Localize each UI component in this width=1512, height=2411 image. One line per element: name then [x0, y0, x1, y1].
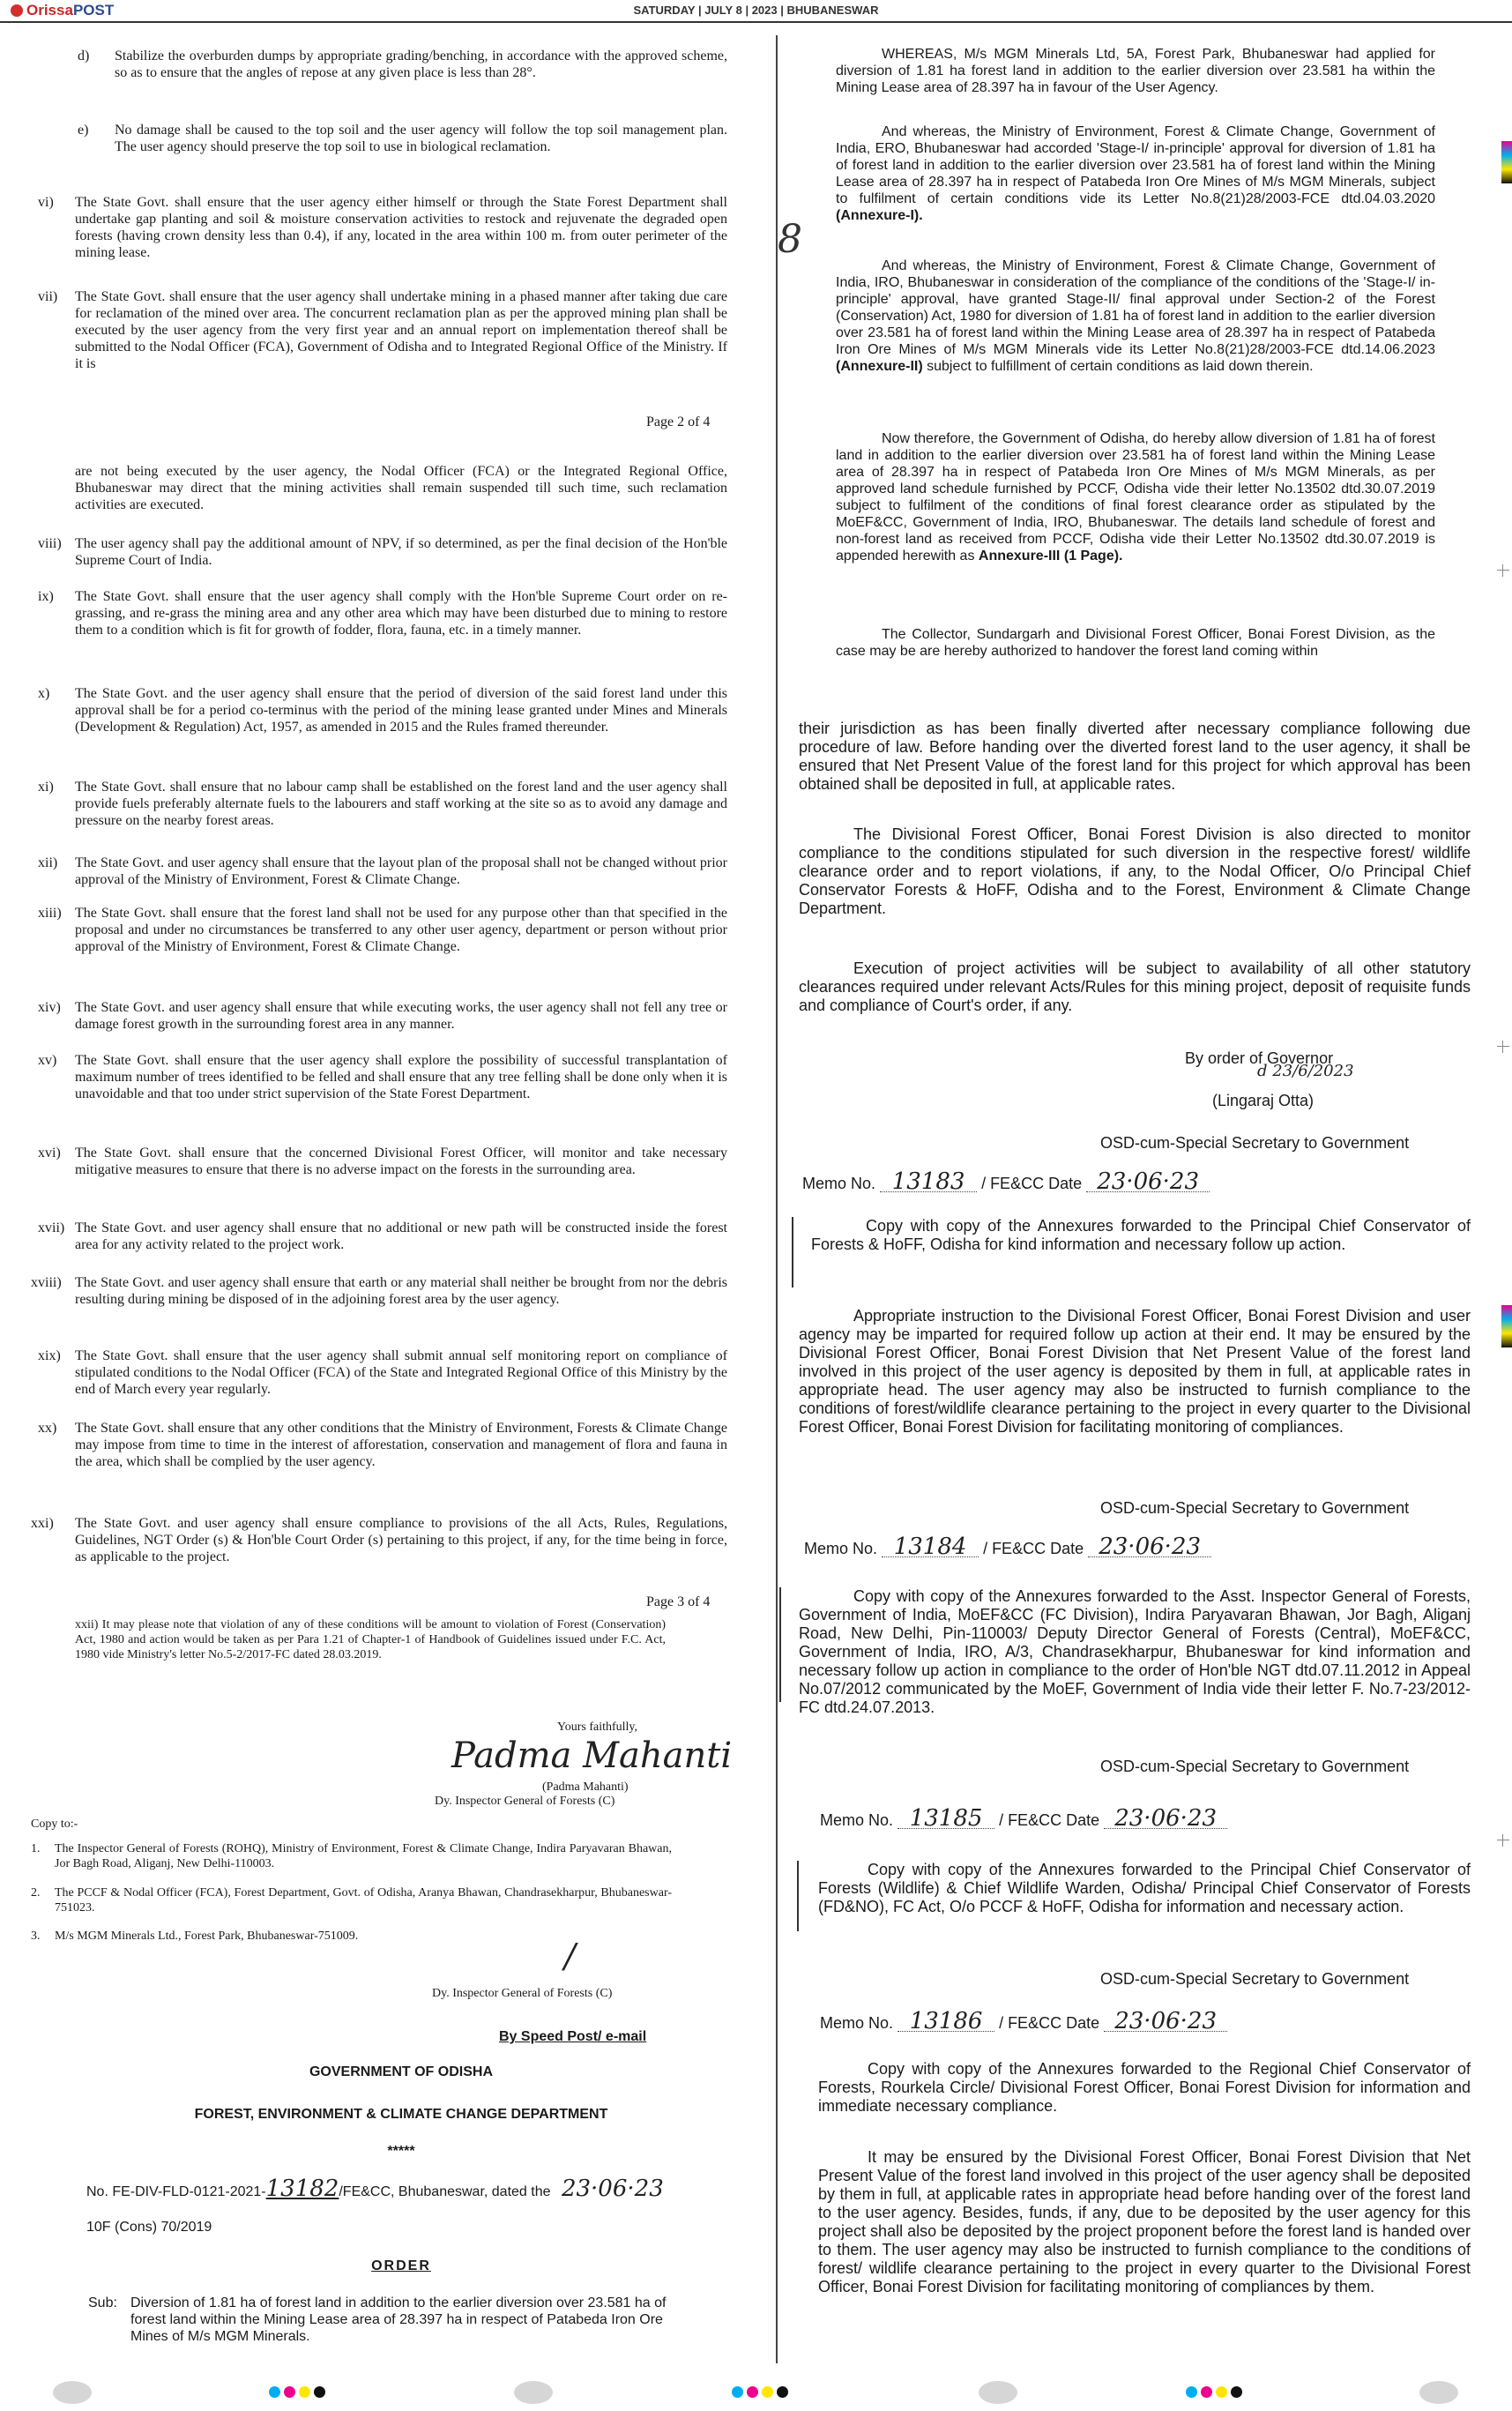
- clause-text: Stabilize the overburden dumps by appropriate grading/benching, in accordance with the approved scheme, so as to ensure that the angles of repose at any given place is less than 28°.: [115, 49, 727, 80]
- memo-date-handwritten: 23·06·23: [1104, 2012, 1227, 2032]
- clause-label: xv): [38, 1053, 57, 1068]
- clause-vii-continued: are not being executed by the user agency, the Nodal Officer (FCA) or the Integrated Regional Office, Bhubaneswar may direct that the mining activities shall remain suspended till such time, such reclamation activities are executed.: [75, 464, 727, 512]
- designation: OSD-cum-Special Secretary to Government: [1100, 1134, 1410, 1152]
- copy-to-number: 1.: [31, 1842, 41, 1855]
- clause-label: x): [38, 686, 50, 701]
- clause-label: xii): [38, 855, 58, 870]
- clause-text: The State Govt. shall ensure that the user agency shall undertake mining in a phased manner after taking due care for reclamation of the mined over area. The concurrent reclamation plan as per the approved mining plan shall be executed by the user agency from the very first year and an annual report on implementation thereof shall be submitted to the Nodal Officer (FCA), Government of Odisha and to Integrated Regional Office of the Ministry. If it is: [75, 289, 727, 371]
- clause-xviii: [31, 1274, 727, 1308]
- paragraph-text: And whereas, the Ministry of Environment, Forest & Climate Change, Government of India, IRO, Bhubaneswar in consideration of the compliance of the conditions of the 'Stage-I/ in-principle' approval, have granted Stage-II/ final approval under Section-2 of the Forest (Conservation) Act, 1980 for diversion of 1.81 ha of forest land in addition to the earlier diversion over 23.581 ha of forest land within the Mining Lease area of 28.397 ha in respect of Patabeda Iron Ore Mines of M/s MGM Minerals vide its Letter No.8(21)28/2003-FCE dtd.14.06.2023: [836, 258, 1435, 357]
- header-rule: [0, 21, 1512, 23]
- black-swatch-icon: [777, 2386, 788, 2398]
- black-swatch-icon: [1231, 2386, 1242, 2398]
- margin-mark: [792, 1217, 793, 1288]
- clause-viii: [38, 535, 727, 569]
- designation: OSD-cum-Special Secretary to Government: [1100, 1758, 1410, 1775]
- paragraph-now-therefore: [836, 430, 1435, 564]
- memo-date-label: / FE&CC Date: [999, 1811, 1100, 1829]
- clause-text: The State Govt. and user agency shall ensure compliance to provisions of the all Acts, Rules, Regulations, Guidelines, NGT Order (s) & Hon'ble Court Order (s) pertaining to this project, if any, for the time being in force, as applicable to the project.: [75, 1516, 727, 1564]
- department-heading: FOREST, ENVIRONMENT & CLIMATE CHANGE DEPARTMENT: [194, 2107, 608, 2122]
- brand-logo: OrissaPOST: [26, 2, 115, 19]
- memo-date-label: / FE&CC Date: [983, 1540, 1084, 1557]
- memo-date-handwritten: 23·06·23: [1104, 1810, 1227, 1829]
- clause-text: The State Govt. shall ensure that any other conditions that the Ministry of Environment, Forests & Climate Change may impose from time to time in the interest of afforestation, conservation and management of flora and fauna in the area, which shall be complied by the user agency.: [75, 1421, 727, 1469]
- order-number-handwritten: 13182: [265, 2176, 339, 2202]
- margin-mark: [779, 1587, 781, 1702]
- memo-13186-instruction: It may be ensured by the Divisional Forest Officer, Bonai Forest Division that Net Present Value of the forest land involved in this project of the user agency shall be deposited by them in full, at applicable rates in appropriate head before handing over of the forest land to the user agency. Besides, funds, if any, due to be deposited by the user agency for this project shall also be deposited by the project proponent before the forest land is handed over to them. The user agency may also be instructed to furnish compliance to the conditions of forest/ wildlife clearance pertaining to the project in every quarter to the Divisional Forest Officer, Bonai Forest Division for facilitating monitoring of compliances by them.: [818, 2148, 1471, 2295]
- order-date-handwritten: 23·06·23: [561, 2176, 664, 2202]
- memo-line-13183: [802, 1168, 1210, 1195]
- page-number: Page 2 of 4: [646, 414, 711, 429]
- copy-to-heading: Copy to:-: [31, 1818, 78, 1831]
- clause-text: The user agency shall pay the additional amount of NPV, if so determined, as per the final decision of the Hon'ble Supreme Court of India.: [75, 536, 727, 568]
- registration-dot-icon: [1419, 2381, 1458, 2404]
- paragraph-dfo-monitor: The Divisional Forest Officer, Bonai Forest Division is also directed to monitor compliance to the conditions stipulated for such diversion in the respective forest/ wildlife clearance order and to report violations, if any, to the Nodal Officer, O/o Principal Chief Conservator Forests & HoFF, Odisha and to the Forest, Environment & Climate Change Department.: [799, 825, 1471, 917]
- clause-label: xix): [38, 1348, 61, 1363]
- memo-date-label: / FE&CC Date: [981, 1175, 1083, 1192]
- clause-xi: [38, 779, 727, 829]
- yellow-swatch-icon: [1216, 2386, 1227, 2398]
- signatory-name: (Padma Mahanti): [542, 1780, 629, 1794]
- clause-text: The State Govt. shall ensure that the user agency either himself or through the State Forest Department shall undertake gap planting and soil & moisture conservation activities to restock and rejuvenate the degraded open forests (having crown density less than 0.4), if any, located in the area within 100 m. from outer perimeter of the mining lease.: [75, 195, 727, 260]
- clause-text: The State Govt. and user agency shall ensure that no additional or new path will be constructed inside the forest area for any activity related to the project work.: [75, 1220, 727, 1252]
- memo-label: Memo No.: [820, 1811, 894, 1829]
- clause-text: The State Govt. and user agency shall ensure that earth or any material shall neither be brought from nor the debris resulting during mining be disposed of in the adjoining forest area by the user agency.: [75, 1275, 727, 1307]
- cyan-swatch-icon: [269, 2386, 280, 2398]
- clause-label: xxi): [31, 1516, 54, 1531]
- memo-label: Memo No.: [802, 1175, 876, 1192]
- clause-xv: [38, 1052, 727, 1102]
- yellow-swatch-icon: [299, 2386, 310, 2398]
- magenta-swatch-icon: [747, 2386, 758, 2398]
- clause-text: The State Govt. and user agency shall ensure that while executing works, the user agency shall not fell any tree or damage forest growth in the surrounding forest area in any manner.: [75, 1000, 727, 1032]
- clause-label: xiv): [38, 1000, 61, 1015]
- newspaper-header: [0, 0, 1512, 23]
- clause-xii: [38, 855, 727, 888]
- government-heading: GOVERNMENT OF ODISHA: [309, 2064, 493, 2079]
- signature-padma: Padma Mahanti: [451, 1735, 733, 1776]
- cyan-swatch-icon: [732, 2386, 743, 2398]
- registration-strip-icon: [1501, 141, 1512, 183]
- clause-xxi: [31, 1515, 727, 1565]
- subject-label: Sub:: [88, 2295, 117, 2310]
- clause-xix: [38, 1347, 727, 1398]
- clause-xiii: [38, 905, 727, 955]
- cyan-swatch-icon: [1186, 2386, 1197, 2398]
- clause-vi: [38, 194, 727, 261]
- magenta-swatch-icon: [284, 2386, 295, 2398]
- clause-text: The State Govt. and the user agency shall ensure that the period of diversion of the said forest land under this approval shall be for a period co-terminus with the period of the mining lease granted under Mines and Minerals (Development & Regulation) Act, 1957, as amended in 2015 and the Rules framed thereunder.: [75, 686, 727, 735]
- separator-stars: *****: [387, 2144, 415, 2159]
- annexure-label: Annexure-III (1 Page).: [978, 549, 1123, 564]
- clause-text: The State Govt. shall ensure that no labour camp shall be established on the forest land and the user agency shall provide fuels preferably alternate fuels to the labourers and staff working at the site so as to avoid any damage and pressure on the nearby forest areas.: [75, 780, 727, 828]
- paragraph-collector: The Collector, Sundargarh and Divisional Forest Officer, Bonai Forest Division, as the case may be are hereby authorized to handover the forest land coming within: [836, 627, 1435, 659]
- signatory-title: Dy. Inspector General of Forests (C): [432, 1987, 613, 2000]
- column-divider: [776, 35, 778, 2363]
- subject-block: [88, 2295, 684, 2345]
- clause-label: e): [78, 123, 89, 138]
- order-number-suffix: /FE&CC, Bhubaneswar, dated the: [339, 2184, 551, 2199]
- clause-text: The State Govt. shall ensure that the concerned Divisional Forest Officer, will monitor and take necessary mitigative measures to ensure that there is no adverse impact on the forests in the surrounding area.: [75, 1146, 727, 1177]
- clause-text: The State Govt. shall ensure that the user agency shall submit annual self monitoring report on compliance of stipulated conditions to the Nodal Officer (FCA) of the State and Integrated Regional Office of this Ministry by the end of March every year regularly.: [75, 1348, 727, 1397]
- clause-xiv: [38, 999, 727, 1033]
- crop-mark-icon: [1497, 1834, 1509, 1847]
- memo-number-handwritten: 13183: [880, 1173, 977, 1192]
- clause-text: It may please note that violation of any of these conditions will be amount to violation of Forest (Conservation) Act, 1980 and action would be taken as per Para 1.21 of Chapter-1 of Handbook of Guidelines issued under F.C. Act, 1980 vide Ministry's letter No.5-2/2017-FC dated 28.03.2019.: [75, 1618, 666, 1661]
- page-number: Page 3 of 4: [646, 1594, 711, 1609]
- order-number-line: [86, 2176, 664, 2202]
- annexure-label: (Annexure-II): [836, 359, 923, 374]
- clause-e: [78, 122, 727, 155]
- registration-dot-icon: [979, 2381, 1017, 2404]
- memo-13183-text: Copy with copy of the Annexures forwarded to the Principal Chief Conservator of Forests & HoFF, Odisha for kind information and necessary follow up action.: [811, 1217, 1471, 1253]
- yours-faithfully: Yours faithfully,: [557, 1721, 638, 1734]
- annexure-label: (Annexure-I).: [836, 208, 923, 223]
- signatory-title: Dy. Inspector General of Forests (C): [435, 1795, 615, 1808]
- clause-xvii: [38, 1220, 727, 1253]
- clause-label: xvi): [38, 1146, 61, 1161]
- clause-label: xi): [38, 780, 54, 795]
- memo-13184-text: Copy with copy of the Annexures forwarded to the Asst. Inspector General of Forests, Government of India, MoEF&CC (FC Division), Indira Paryavaran Bhawan, Jor Bagh, Aliganj Road, New Delhi, Pin-110003/ Deputy Director General of Forests (Central), MoEF&CC, Government of India, IRO, A/3, Chandrasekharpur, Bhubaneswar for kind information and necessary follow up action in compliance to the order of Hon'ble NGT dtd.07.11.2012 in Appeal No.07/2012 communicated by the MoEF, Government of India vide their letter F. No.7-23/2012- FC dtd.24.07.2013.: [799, 1587, 1471, 1716]
- memo-date-label: / FE&CC Date: [999, 2014, 1100, 2032]
- yellow-swatch-icon: [762, 2386, 773, 2398]
- memo-date-handwritten: 23·06·23: [1088, 1538, 1211, 1557]
- dateline: SATURDAY | JULY 8 | 2023 | BHUBANESWAR: [633, 4, 879, 17]
- clause-label: xvii): [38, 1220, 65, 1235]
- clause-x: [38, 685, 727, 735]
- clause-label: xviii): [31, 1275, 62, 1290]
- crop-mark-icon: [1497, 564, 1509, 577]
- order-heading: ORDER: [371, 2258, 431, 2273]
- clause-ix: [38, 588, 727, 638]
- copy-to-item: [31, 1841, 672, 1871]
- clause-xxii: [75, 1617, 666, 1662]
- paragraph-text: And whereas, the Ministry of Environment, Forest & Climate Change, Government of India, ERO, Bhubaneswar had accorded 'Stage-I/ in-principle' approval for diversion of 1.81 ha of forest land in addition to the earlier diversion over 23.581 ha of forest land within the Mining Lease area of 28.397 ha in respect of Patabeda Iron Ore Mines of M/s MGM Minerals, subject to fulfilment of certain conditions vide its Letter No.8(21)28/2003-FCE dtd.04.03.2020: [836, 124, 1435, 206]
- clause-d: [78, 48, 727, 81]
- clause-label: vi): [38, 195, 54, 210]
- designation: OSD-cum-Special Secretary to Government: [1100, 1970, 1410, 1988]
- clause-label: viii): [38, 536, 62, 551]
- crop-mark-icon: [1497, 1041, 1509, 1053]
- clause-xvi: [38, 1145, 727, 1178]
- copy-to-item: [31, 1885, 672, 1915]
- clause-xx: [38, 1420, 727, 1470]
- clause-text: The State Govt. shall ensure that the user agency shall explore the possibility of successful transplantation of maximum number of trees identified to be felled and shall ensure that any tree felling shall be done only when it is unavoidable and that too under strict supervision of the State Forest Department.: [75, 1053, 727, 1101]
- memo-number-handwritten: 13184: [882, 1538, 979, 1557]
- black-swatch-icon: [314, 2386, 325, 2398]
- clause-text: The State Govt. shall ensure that the forest land shall not be used for any purpose other than that specified in the proposal and under no circumstances be transferred to any other user agency, department or person without prior approval of the Ministry of Environment, Forest & Climate Change.: [75, 906, 727, 954]
- registration-dot-icon: [53, 2381, 92, 2404]
- speed-post-label: By Speed Post/ e-mail: [499, 2029, 647, 2044]
- subject-text: Diversion of 1.81 ha of forest land in addition to the earlier diversion over 23.581 ha of forest land within the Mining Lease area of 28.397 ha in respect of Patabeda Iron Ore Mines of M/s MGM Minerals.: [130, 2295, 667, 2344]
- memo-number-handwritten: 13186: [898, 2012, 994, 2032]
- memo-label: Memo No.: [820, 2014, 894, 2032]
- margin-annotation: 8: [778, 217, 802, 262]
- initials-signature: d 23/6/2023: [1257, 1062, 1354, 1080]
- by-order-of-governor: By order of Governor: [1185, 1049, 1334, 1067]
- copy-to-text: The PCCF & Nodal Officer (FCA), Forest Department, Govt. of Odisha, Aranya Bhawan, Chandrasekharpur, Bhubaneswar-751023.: [55, 1886, 672, 1915]
- memo-line-13186: [820, 2008, 1227, 2034]
- copy-to-number: 2.: [31, 1886, 41, 1900]
- order-number-prefix: No. FE-DIV-FLD-0121-2021-: [86, 2184, 266, 2199]
- clause-text: No damage shall be caused to the top soil and the user agency will follow the top soil management plan. The user agency should preserve the top soil to use in biological reclamation.: [115, 123, 727, 154]
- paragraph-whereas: WHEREAS, M/s MGM Minerals Ltd, 5A, Forest Park, Bhubaneswar had applied for diversion of 1.81 ha forest land in addition to the earlier diversion over 23.581 ha within the Mining Lease area of 28.397 ha in favour of the User Agency.: [836, 47, 1435, 95]
- paragraph-stage-two: [836, 258, 1435, 375]
- paragraph-text: subject to fulfillment of certain conditions as laid down therein.: [927, 359, 1314, 374]
- clause-label: vii): [38, 289, 58, 304]
- signatory-lingaraj: (Lingaraj Otta): [1212, 1092, 1315, 1109]
- file-reference: 10F (Cons) 70/2019: [86, 2220, 212, 2235]
- memo-number-handwritten: 13185: [898, 1810, 994, 1829]
- memo-line-13185: [820, 1805, 1227, 1832]
- paragraph-text: Now therefore, the Government of Odisha, do hereby allow diversion of 1.81 ha of forest land in addition to the earlier diversion over 23.581 ha of forest land within the Mining Lease area of 28.397 ha in respect of Patabeda Iron Ore Mines of M/s MGM Minerals, as per approved land schedule furnished by PCCF, Odisha vide their letter No.13502 dtd.30.07.2019 subject to fulfilment of the conditions of final forest clearance order as stipulated by the MoEF&CC, Government of India, IRO, Bhubaneswar. The details land schedule of forest and non-forest land as received from PCCF, Odisha vide their Letter No.13502 dtd.30.07.2019 is appended herewith as: [836, 431, 1435, 564]
- paragraph-stage-one: [836, 123, 1435, 224]
- clause-label: d): [78, 49, 90, 63]
- clause-text: The State Govt. and user agency shall ensure that the layout plan of the proposal shall not be changed without prior approval of the Ministry of Environment, Forest & Climate Change.: [75, 855, 727, 887]
- memo-13185-text: Copy with copy of the Annexures forwarded to the Principal Chief Conservator of Forests (Wildlife) & Chief Wildlife Warden, Odisha/ Principal Chief Conservator of Forests (FD&NO), FC Act, O/o PCCF & HoFF, Odisha for information and necessary action.: [818, 1861, 1471, 1915]
- registration-strip-icon: [1501, 1305, 1512, 1347]
- registration-dot-icon: [514, 2381, 553, 2404]
- copy-to-item: [31, 1929, 672, 1944]
- clause-vii: [38, 288, 727, 372]
- copy-to-text: The Inspector General of Forests (ROHQ), Ministry of Environment, Forest & Climate Change, Indira Paryavaran Bhawan, Jor Bagh Road, Aliganj, New Delhi-110003.: [55, 1842, 672, 1870]
- clause-label: xx): [38, 1421, 57, 1436]
- clause-text: The State Govt. shall ensure that the user agency shall comply with the Hon'ble Supreme Court order on re-grassing, and re-grass the mining area and any other area which may have been disturbed due to mining to restore them to a condition which is fit for growth of fodder, flora, fauna, etc. in a timely manner.: [75, 589, 727, 638]
- paragraph-execution: Execution of project activities will be subject to availability of all other statutory clearances required under relevant Acts/Rules for this mining project, deposit of requisite funds and compliance of Court's order, if any.: [799, 959, 1471, 1014]
- clause-label: xiii): [38, 906, 62, 921]
- memo-13186-text: Copy with copy of the Annexures forwarded to the Regional Chief Conservator of Forests, Rourkela Circle/ Divisional Forest Officer, Bonai Forest Division for information and immediate necessary compliance.: [818, 2060, 1471, 2115]
- margin-mark: [797, 1861, 799, 1931]
- clause-label: xxii): [75, 1618, 99, 1631]
- memo-line-13184: [804, 1534, 1211, 1560]
- clause-label: ix): [38, 589, 54, 604]
- copy-to-text: M/s MGM Minerals Ltd., Forest Park, Bhubaneswar-751009.: [55, 1930, 359, 1943]
- memo-date-handwritten: 23·06·23: [1086, 1173, 1210, 1192]
- memo-label: Memo No.: [804, 1540, 878, 1557]
- signature-stroke: /: [564, 1937, 576, 1975]
- magenta-swatch-icon: [1201, 2386, 1212, 2398]
- paragraph-jurisdiction: their jurisdiction as has been finally diverted after necessary compliance following due procedure of law. Before handing over the diverted forest land to the user agency, it shall be ensured that Net Present Value of the forest land for this project for which approval has been obtained shall be deposited in full, at applicable rates.: [799, 720, 1471, 793]
- memo-13183-instruction: Appropriate instruction to the Divisional Forest Officer, Bonai Forest Division and user agency may be imparted for required follow up action at their end. It may be ensured by the Divisional Forest Officer, Bonai Forest Division that Net Present Value of the forest land involved in this project of the user agency is deposited by them in full, at applicable rates in appropriate head. The user agency may also be instructed to furnish compliance to the conditions of forest/wildlife clearance pertaining to the project in every quarter to the Divisional Forest Officer, Bonai Forest Division for facilitating monitoring of compliances.: [799, 1307, 1471, 1436]
- designation: OSD-cum-Special Secretary to Government: [1100, 1499, 1410, 1517]
- copy-to-number: 3.: [31, 1930, 41, 1943]
